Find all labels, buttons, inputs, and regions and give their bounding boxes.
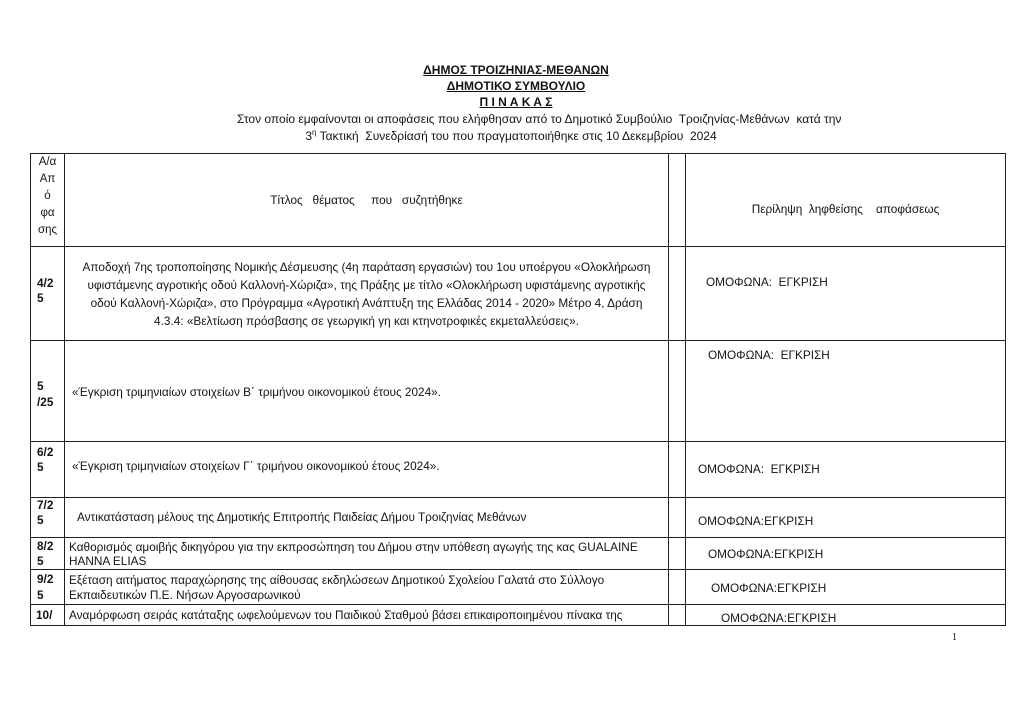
decision-summary: ΟΜΟΦΩΝΑ: ΕΓΚΡΙΣΗ [706, 275, 828, 289]
table-row [31, 247, 1006, 341]
decision-number-line: 5 [37, 379, 44, 393]
decision-title-line: υφιστάμενης αγροτικής οδού Καλλονή-Χώριζα», της Πράξης με τίτλο «Ολοκλήρωση υφιστάμενης αγροτικής [87, 278, 646, 292]
decision-number-line: 9/2 [37, 572, 54, 586]
decision-number-cell [31, 605, 65, 626]
decision-title-line: Εκπαιδευτικών Π.Ε. Νήσων Αργοσαρωνικού [69, 588, 301, 602]
header-gap-cell [669, 154, 686, 247]
decision-summary-cell [686, 605, 1006, 626]
decision-title-line: «Έγκριση τριμηνιαίων στοιχείων Γ΄ τριμήνου οικονομικού έτους 2024». [72, 459, 440, 473]
gap-cell [669, 498, 686, 538]
decision-summary: ΟΜΟΦΩΝΑ: ΕΓΚΡΙΣΗ [708, 348, 830, 362]
table-header-row [31, 154, 1006, 247]
gap-cell [669, 341, 686, 442]
gap-cell [669, 570, 686, 605]
session-ordinal-suffix: η [312, 128, 317, 137]
decision-title-cell [65, 605, 669, 626]
decision-title-line: Αντικατάσταση μέλους της Δημοτικής Επιτροπής Παιδείας Δήμου Τροιζηνίας Μεθάνων [77, 510, 527, 524]
decisions-table [30, 153, 1006, 626]
page-number: 1 [952, 632, 957, 643]
session-ordinal: 3 [305, 129, 313, 143]
table-row [31, 498, 1006, 538]
table-row [31, 570, 1006, 605]
decision-summary-cell [686, 498, 1006, 538]
subtitle-line-1: Στον οποίο εμφαίνονται οι αποφάσεις που ελήφθησαν από το Δημοτικό Συμβούλιο Τροιζηνίας-Μεθάνων κατά την [237, 112, 842, 126]
header-number-line: Απ [39, 173, 56, 185]
decision-number-line: 5 [37, 460, 44, 474]
decision-number-line: 10/ [36, 608, 53, 622]
municipality-title: ΔΗΜΟΣ ΤΡΟΙΖΗΝΙΑΣ-ΜΕΘΑΝΩΝ [423, 63, 609, 77]
decision-number-line: 5 [37, 588, 44, 602]
decision-summary: ΟΜΟΦΩΝΑ: ΕΓΚΡΙΣΗ [698, 462, 820, 476]
table-row [31, 605, 1006, 626]
decision-title-cell [65, 247, 669, 341]
decision-number-line: /25 [37, 395, 54, 409]
table-row [31, 341, 1006, 442]
header-number-cell [31, 154, 65, 247]
decision-title-cell [65, 498, 669, 538]
decision-number-line: 5 [37, 291, 44, 305]
header-summary-label: Περίληψη ληφθείσης αποφάσεως [751, 202, 940, 216]
header-number-line: Α/α [38, 156, 57, 168]
decision-title-line: Καθορισμός αμοιβής δικηγόρου για την εκπροσώπηση του Δήμου στην υπόθεση αγωγής της κας GUALAINE [69, 540, 638, 554]
decision-summary: ΟΜΟΦΩΝΑ:ΕΓΚΡΙΣΗ [708, 547, 824, 561]
decision-number-cell [31, 247, 65, 341]
decision-title-cell [65, 341, 669, 442]
decision-number-line: 4/2 [37, 276, 54, 290]
decision-number-cell [31, 538, 65, 570]
decision-title-line: «Έγκριση τριμηνιαίων στοιχείων Β΄ τριμήνου οικονομικού έτους 2024». [72, 385, 442, 399]
subtitle-line-2 [0, 128, 1022, 144]
decision-summary-cell [686, 538, 1006, 570]
decision-title-line: HANNA ELIAS [69, 554, 147, 568]
decision-summary-cell [686, 341, 1006, 442]
gap-cell [669, 538, 686, 570]
decision-number-line: 5 [37, 554, 44, 568]
gap-cell [669, 605, 686, 626]
decision-summary: ΟΜΟΦΩΝΑ:ΕΓΚΡΙΣΗ [711, 581, 827, 595]
decision-number-cell [31, 498, 65, 538]
decision-number-cell [31, 570, 65, 605]
gap-cell [669, 247, 686, 341]
decision-number-line: 5 [37, 513, 44, 527]
decision-title-line: Αποδοχή 7ης τροποποίησης Νομικής Δέσμευσης (4η παράταση εργασιών) του 1ου υποέργου «Ολοκλήρωση [82, 260, 651, 274]
decision-summary-cell [686, 442, 1006, 498]
header-number-line: φα [40, 207, 55, 219]
decision-summary-cell [686, 247, 1006, 341]
decision-title-cell [65, 442, 669, 498]
header-number-line: ό [44, 190, 51, 202]
decision-number-line: 8/2 [37, 539, 54, 553]
decision-title-cell [65, 538, 669, 570]
decision-summary: ΟΜΟΦΩΝΑ:ΕΓΚΡΙΣΗ [698, 514, 814, 528]
decision-title-line: Εξέταση αιτήματος παραχώρησης της αίθουσας εκδηλώσεων Δημοτικού Σχολείου Γαλατά στο Σύλλογο [69, 573, 605, 587]
decision-title-line: Αναμόρφωση σειράς κατάταξης ωφελούμενων του Παιδικού Σταθμού βάσει επικαιροποιημένου πίνακα της [69, 608, 623, 622]
table-label: Π Ι Ν Α Κ Α Σ [479, 95, 553, 109]
decision-number-line: 6/2 [37, 445, 54, 459]
header-summary-cell [686, 154, 1006, 247]
decision-title-line: οδού Καλλονή-Χώριζα», στο Πρόγραμμα «Αγροτική Ανάπτυξη της Ελλάδας 2014 - 2020» Μέτρο 4, Δράση [90, 296, 643, 310]
session-description: Τακτική Συνεδρίασή του που πραγματοποιήθηκε στις 10 Δεκεμβρίου 2024 [316, 129, 717, 143]
decision-number-cell [31, 341, 65, 442]
council-title: ΔΗΜΟΤΙΚΟ ΣΥΜΒΟΥΛΙΟ [446, 79, 586, 93]
header-title-cell [65, 154, 669, 247]
header-title-label: Τίτλος θέματος που συζητήθηκε [270, 193, 463, 207]
decision-number-cell [31, 442, 65, 498]
header-number-line: σης [37, 224, 58, 236]
table-row [31, 442, 1006, 498]
decision-title-line: 4.3.4: «Βελτίωση πρόσβασης σε γεωργική γη και κτηνοτροφικές εκμεταλλεύσεις». [154, 314, 579, 328]
decision-summary: ΟΜΟΦΩΝΑ:ΕΓΚΡΙΣΗ [721, 611, 837, 625]
decision-title-cell [65, 570, 669, 605]
gap-cell [669, 442, 686, 498]
decision-number-line: 7/2 [37, 498, 54, 512]
decision-summary-cell [686, 570, 1006, 605]
table-row [31, 538, 1006, 570]
